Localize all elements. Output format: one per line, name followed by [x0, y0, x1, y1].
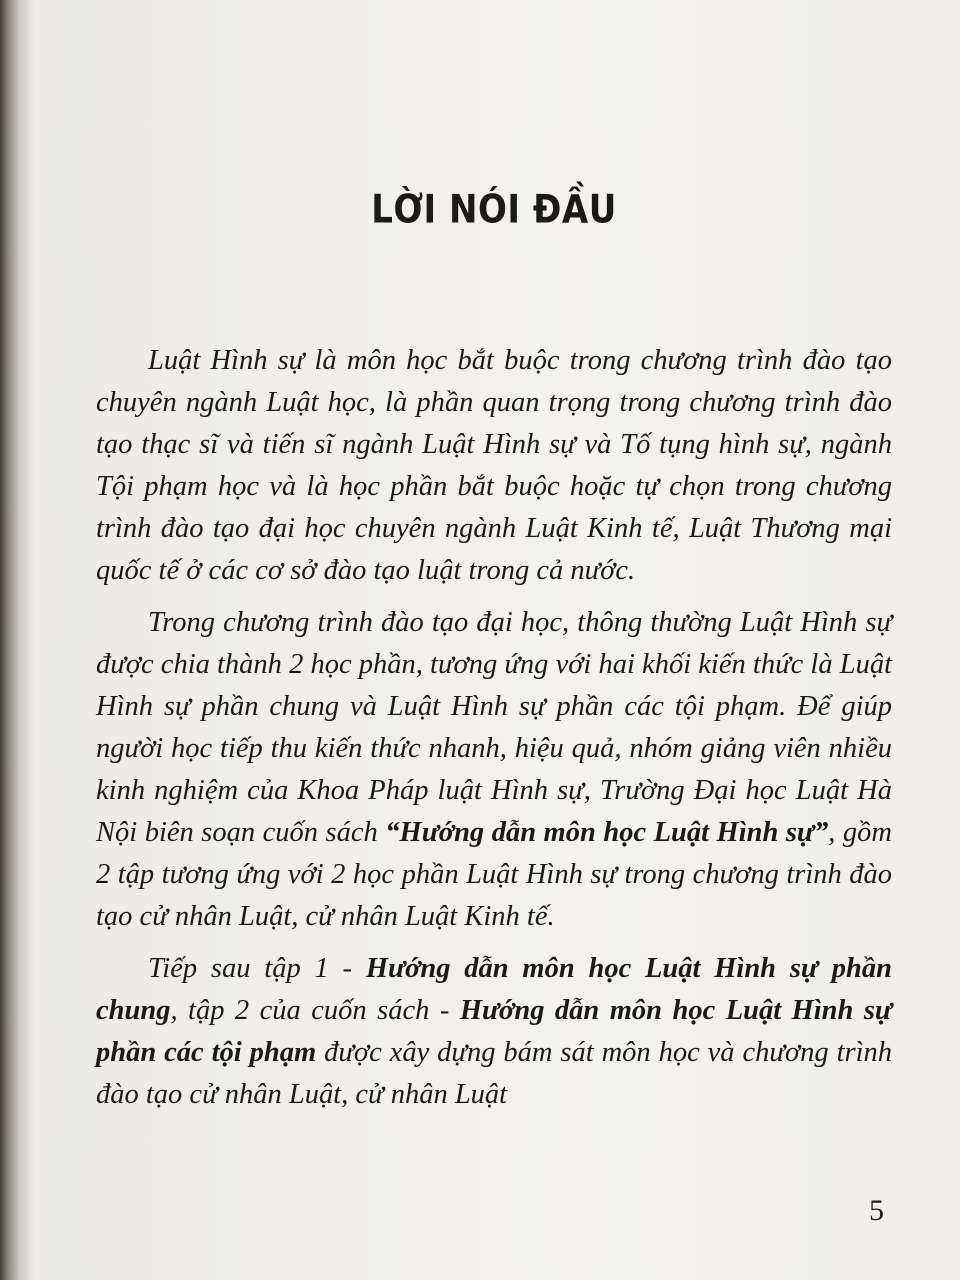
paragraph-2-text-b: , gồm 2 tập tương ứng với 2 học phần Luật Hình sự trong chương trình đào tạo cử nhân Luật, cử nhân Luật Kinh tế.: [96, 817, 892, 932]
page-title: LỜI NÓI ĐẦU: [371, 187, 617, 233]
paragraph-3-text-a: Tiếp sau tập 1 -: [148, 953, 366, 984]
page-number: 5: [869, 1194, 884, 1227]
paragraph-2: [96, 602, 892, 938]
volume1-title-bold: Hướng dẫn môn học Luật Hình sự phần chung: [96, 953, 892, 1026]
book-title-bold: “Hướng dẫn môn học Luật Hình sự”: [385, 817, 829, 848]
paragraph-3: [96, 948, 892, 1116]
volume2-title-bold: Hướng dẫn môn học Luật Hình sự phần các tội phạm: [96, 995, 893, 1068]
page-gutter: [0, 0, 34, 1280]
page-content: [96, 187, 893, 1126]
paragraph-1: Luật Hình sự là môn học bắt buộc trong chương trình đào tạo chuyên ngành Luật học, là phần quan trọng trong chương trình đào tạo thạc sĩ và tiến sĩ ngành Luật Hình sự và Tố tụng hình sự, ngành Tội phạm học và là học phần bắt buộc hoặc tự chọn trong chương trình đào tạo đại học chuyên ngành Luật Kinh tế, Luật Thương mại quốc tế ở các cơ sở đào tạo luật trong cả nước.: [96, 345, 892, 586]
paragraph-3-text-c: được xây dựng bám sát môn học và chương trình đào tạo cử nhân Luật, cử nhân Luật: [96, 1037, 892, 1110]
paragraph-2-text-a: Trong chương trình đào tạo đại học, thông thường Luật Hình sự được chia thành 2 học phần, tương ứng với hai khối kiến thức là Luật Hình sự phần chung và Luật Hình sự phần các tội phạm. Để giúp người học tiếp thu kiến thức nhanh, hiệu quả, nhóm giảng viên nhiều kinh nghiệm của Khoa Pháp luật Hình sự, Trường Đại học Luật Hà Nội biên soạn cuốn sách: [96, 607, 892, 848]
paragraph-3-text-b: , tập 2 của cuốn sách -: [170, 995, 460, 1026]
